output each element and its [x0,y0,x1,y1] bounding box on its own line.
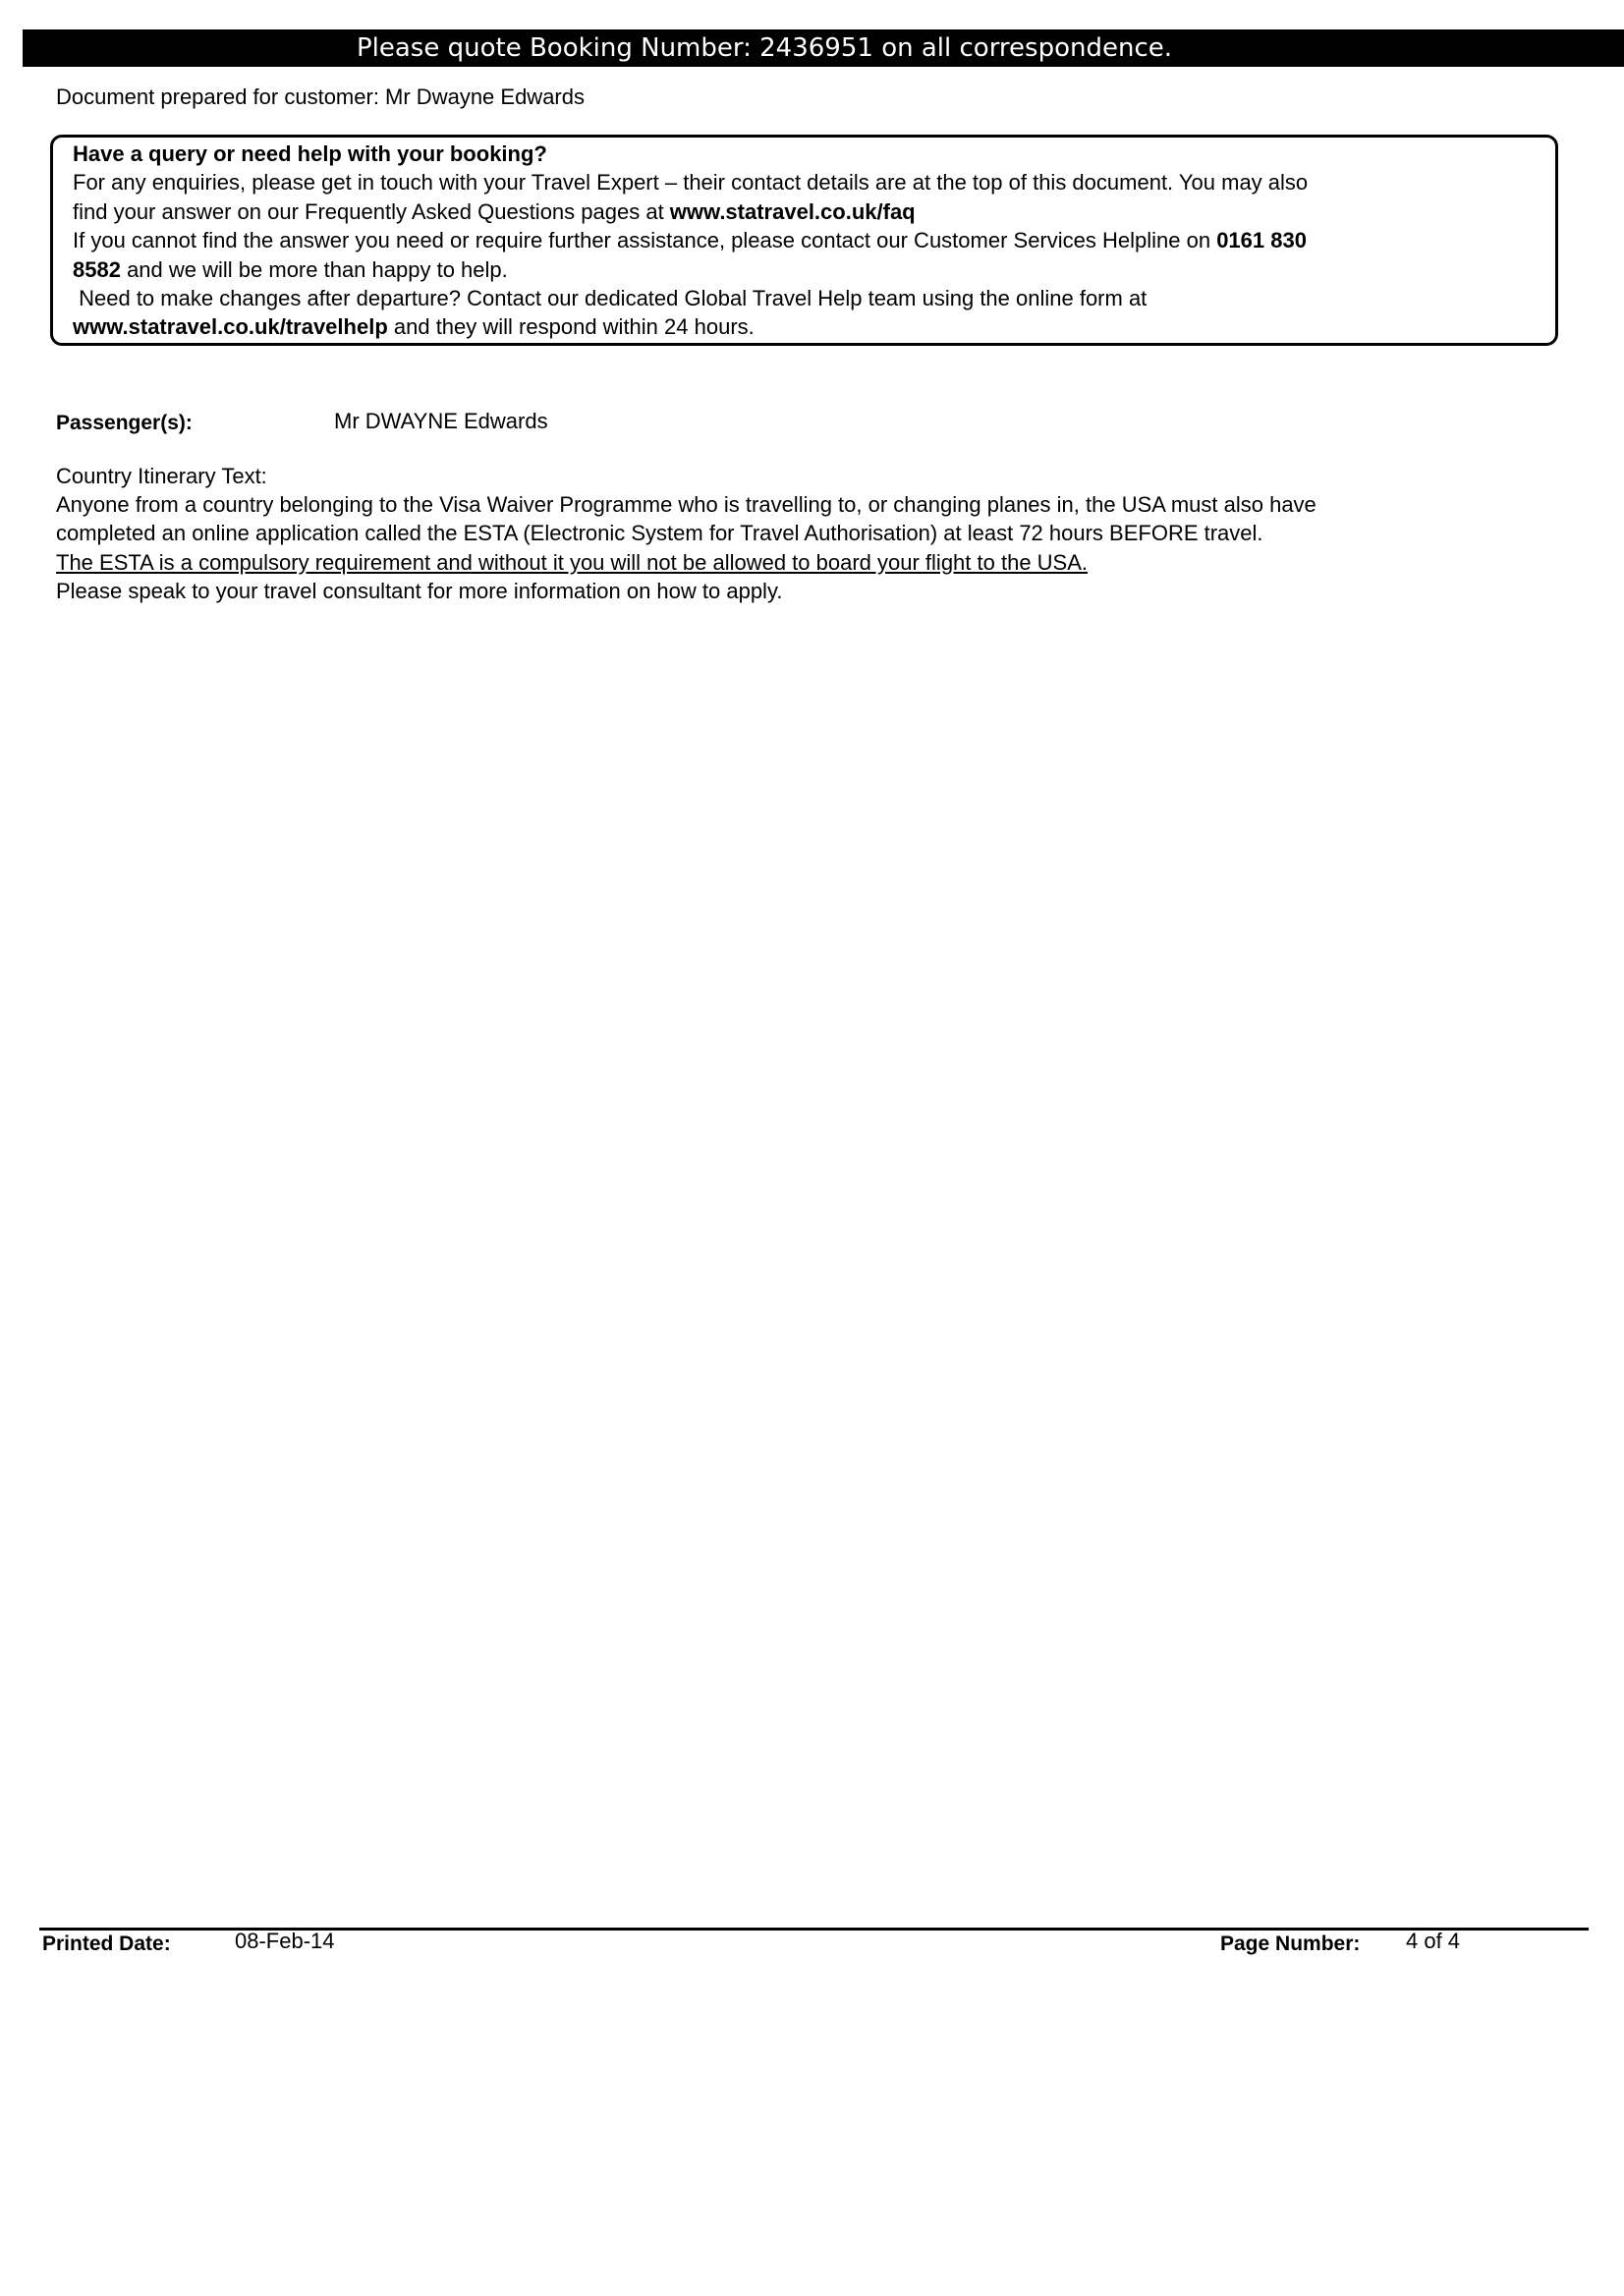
help-line-2 [73,197,1555,226]
help-line-4 [73,255,1555,284]
help-line-1: For any enquiries, please get in touch with your Travel Expert – their contact details are at the top of this document. You may also [73,170,1309,196]
helpline-phone-part1: 0161 830 [1216,228,1307,253]
itinerary-title: Country Itinerary Text: [56,464,267,488]
itinerary-line-2: completed an online application called the ESTA (Electronic System for Travel Authorisation) at least 72 hours BEFORE travel. [56,521,1263,546]
helpline-phone-part2: 8582 [73,256,121,282]
help-heading: Have a query or need help with your booking? [73,141,547,166]
help-line-3-text: If you cannot find the answer you need or require further assistance, please contact our Customer Services Helpline on [73,228,1217,253]
country-itinerary [56,462,1316,605]
itinerary-line-4: Please speak to your travel consultant for more information on how to apply. [56,578,783,603]
help-line-2-text: find your answer on our Frequently Asked Questions pages at [73,198,670,224]
help-line-3 [73,226,1555,254]
booking-number-banner [23,29,1624,67]
travelhelp-link[interactable]: www.statravel.co.uk/travelhelp [73,314,388,340]
page-number-label: Page Number: [1220,1932,1361,1955]
help-line-4-text: and we will be more than happy to help. [120,256,508,282]
passengers-label: Passenger(s): [56,412,193,434]
booking-number-text: Please quote Booking Number: 2436951 on all correspondence. [356,33,1173,63]
printed-date-label: Printed Date: [42,1932,171,1955]
printed-date-value: 08-Feb-14 [235,1929,335,1953]
help-line-6 [73,312,1555,341]
help-box [50,135,1558,346]
itinerary-line-3: The ESTA is a compulsory requirement and without it you will not be allowed to board your flight to the USA. [56,549,1089,575]
prepared-for-customer: Document prepared for customer: Mr Dwayne Edwards [56,84,585,109]
help-line-5: Need to make changes after departure? Contact our dedicated Global Travel Help team using the online form at [73,286,1148,311]
passengers-value: Mr DWAYNE Edwards [334,409,548,433]
itinerary-line-1: Anyone from a country belonging to the Visa Waiver Programme who is travelling to, or changing planes in, the USA must also have [56,492,1316,518]
faq-link[interactable]: www.statravel.co.uk/faq [669,198,916,224]
help-line-6-text: and they will respond within 24 hours. [387,314,755,340]
page-number-value: 4 of 4 [1406,1929,1461,1953]
